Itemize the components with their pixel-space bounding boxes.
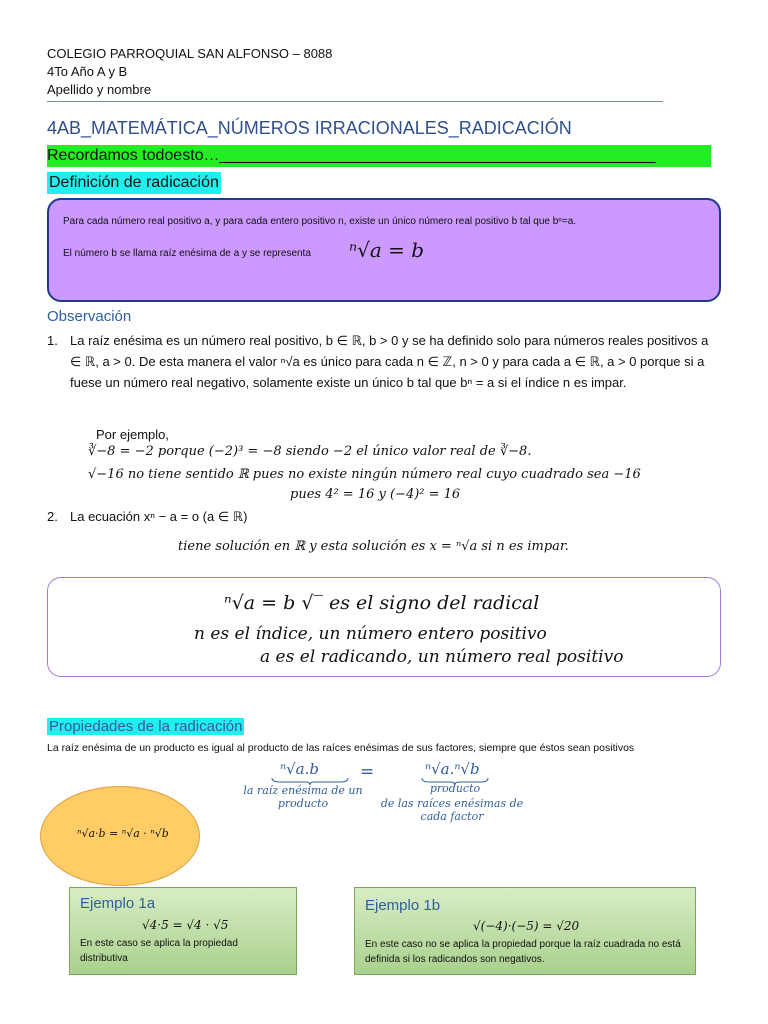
property-left-formula: ⁿ√a.b [280, 760, 319, 778]
property-ellipse [40, 786, 200, 886]
observacion-item-2-solution: tiene solución en ℝ y esta solución es x = ⁿ√a si n es impar. [178, 539, 569, 554]
propiedades-statement: La raíz enésima de un producto es igual al producto de las raíces enésimas de sus factores, siempre que éstos sean positivos [47, 742, 635, 754]
radical-line-3: a es el radicando, un número real positivo [260, 647, 624, 667]
ejemplo-label: Por ejemplo, [96, 427, 169, 442]
observacion-item-2: La ecuación xⁿ − a = o (a ∈ ℝ) [70, 509, 248, 524]
ejemplo-1a-box [69, 887, 297, 975]
ellipse-formula: ⁿ√a·b = ⁿ√a · ⁿ√b [77, 827, 169, 840]
definition-formula: ⁿ√a = b [349, 238, 425, 262]
ejemplo-line-2: √−16 no tiene sentido ℝ pues no existe ningún número real cuyo cuadrado sea −16 [88, 467, 641, 482]
radical-line-2: n es el índice, un número entero positivo [194, 624, 547, 644]
radical-definition-box [47, 577, 721, 677]
ejemplo-1a-formula: √4·5 = √4 · √5 [142, 918, 229, 932]
ejemplo-1b-box [354, 887, 696, 975]
definition-box [47, 198, 721, 302]
definition-line-1: Para cada número real positivo a, y para cada entero positivo n, existe un único número real positivo b tal que bⁿ=a. [63, 216, 577, 227]
property-right-formula: ⁿ√a.ⁿ√b [425, 760, 480, 778]
list-number-2: 2. [47, 509, 58, 524]
school-name: COLEGIO PARROQUIAL SAN ALFONSO – 8088 [47, 46, 333, 61]
right-annotation: de las raíces enésimas de cada factor [380, 797, 524, 823]
definition-line-2: El número b se llama raíz enésima de a y se representa [63, 248, 311, 259]
ejemplo-1b-text: En este caso no se aplica la propiedad porque la raíz cuadrada no está definida si los radicandos son negativos. [365, 939, 681, 965]
propiedades-heading: Propiedades de la radicación [49, 718, 243, 735]
ejemplo-1a-text: En este caso se aplica la propiedad distributiva [80, 938, 238, 964]
radical-line-1: ⁿ√a = b √‾ es el signo del radical [224, 592, 540, 614]
student-name-field[interactable]: Apellido y nombre [47, 82, 152, 97]
left-annotation: la raíz enésima de un producto [243, 784, 363, 810]
definicion-heading: Definición de radicación [47, 172, 221, 194]
ejemplo-line-3: pues 4² = 16 y (−4)² = 16 [290, 487, 461, 502]
page-title: 4AB_MATEMÁTICA_NÚMEROS IRRACIONALES_RADICACIÓN [47, 118, 572, 138]
header-divider [47, 101, 663, 102]
observacion-item-1: La raíz enésima es un número real positivo, b ∈ ℝ, b > 0 y se ha definido solo para números reales positivos a ∈ ℝ, a > 0. De esta manera el valor ⁿ√a es único para cada n ∈ ℤ, n > 0 y para cada a ∈ ℝ, a > 0 porque si a fuese un número real negativo, solamente existe un único b tal que bⁿ = a si el índice n es impar. [70, 333, 709, 390]
ejemplo-1b-formula: √(−4)·(−5) = √20 [473, 919, 580, 933]
property-equals: = [360, 762, 375, 782]
list-number-1: 1. [47, 333, 58, 348]
ejemplo-1a-title: Ejemplo 1a [80, 895, 156, 912]
recordamos-banner: Recordamos todoesto…_________________________________________________ [47, 145, 711, 167]
ejemplo-1b-title: Ejemplo 1b [365, 897, 441, 914]
right-annotation-top: producto [429, 782, 481, 795]
observacion-heading: Observación [47, 308, 132, 325]
course-year: 4To Año A y B [47, 64, 128, 79]
ejemplo-line-1: ∛−8 = −2 porque (−2)³ = −8 siendo −2 el único valor real de ∛−8. [88, 444, 532, 459]
